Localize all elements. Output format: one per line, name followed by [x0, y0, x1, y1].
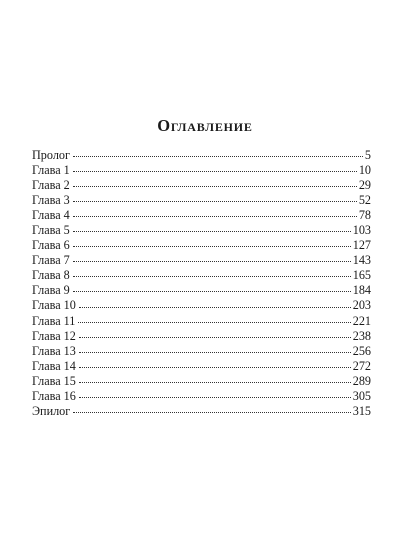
toc-entry-page-number: 143 — [352, 253, 371, 268]
toc-entry-page-number: 238 — [352, 328, 371, 343]
dot-leader — [79, 336, 351, 338]
toc-entry-page-number: 10 — [358, 163, 371, 178]
dot-leader — [73, 170, 357, 172]
toc-entry — [32, 344, 371, 359]
toc-entry-page-number: 127 — [352, 238, 371, 253]
toc-entry — [32, 178, 371, 193]
toc-entry-label: Глава 16 — [32, 388, 76, 403]
toc-entry — [32, 223, 371, 238]
dot-leader — [73, 260, 351, 262]
dot-leader — [79, 396, 351, 398]
toc-entry-label: Глава 1 — [32, 163, 70, 178]
dot-leader — [79, 381, 351, 383]
dot-leader — [73, 155, 363, 157]
toc-entry — [32, 389, 371, 404]
dot-leader — [73, 215, 357, 217]
toc-entry-label: Глава 2 — [32, 178, 70, 193]
toc-entry-label: Глава 4 — [32, 208, 70, 223]
toc-title: Оглавление — [157, 116, 253, 135]
toc-entry — [32, 253, 371, 268]
toc-entry — [32, 148, 371, 163]
toc-entry-label: Глава 7 — [32, 253, 70, 268]
toc-entry — [32, 268, 371, 283]
dot-leader — [73, 185, 357, 187]
dot-leader — [73, 230, 351, 232]
dot-leader — [79, 306, 351, 308]
toc-entry-page-number: 203 — [352, 298, 371, 313]
toc-entry-page-number: 52 — [358, 193, 371, 208]
toc-entry-page-number: 305 — [352, 388, 371, 403]
toc-entry-label: Глава 12 — [32, 328, 76, 343]
toc-entry-page-number: 256 — [352, 343, 371, 358]
toc-entry — [32, 163, 371, 178]
toc-entry-page-number: 315 — [352, 403, 371, 418]
toc-entry — [32, 404, 371, 419]
toc-entry — [32, 238, 371, 253]
toc-entry-label: Глава 15 — [32, 373, 76, 388]
dot-leader — [79, 351, 351, 353]
toc-entry-page-number: 29 — [358, 178, 371, 193]
toc-entry-page-number: 289 — [352, 373, 371, 388]
toc-entry-label: Глава 10 — [32, 298, 76, 313]
toc-entry — [32, 329, 371, 344]
toc-entry — [32, 359, 371, 374]
toc-entry — [32, 193, 371, 208]
toc-entry — [32, 283, 371, 298]
dot-leader — [73, 411, 350, 413]
toc-entry-label: Глава 9 — [32, 283, 70, 298]
toc-entry-page-number: 78 — [358, 208, 371, 223]
toc-entry-page-number: 165 — [352, 268, 371, 283]
toc-entry-label: Пролог — [32, 148, 71, 162]
toc-entry-page-number: 272 — [352, 358, 371, 373]
toc-entry-page-number: 5 — [364, 148, 371, 162]
toc-entry-label: Глава 14 — [32, 358, 76, 373]
dot-leader — [73, 245, 351, 247]
toc-entry — [32, 314, 371, 329]
dot-leader — [78, 321, 350, 323]
dot-leader — [73, 200, 357, 202]
toc-entry-label: Глава 5 — [32, 223, 70, 238]
toc-entry — [32, 374, 371, 389]
toc-entry-label: Эпилог — [32, 403, 71, 418]
toc-entry-page-number: 184 — [352, 283, 371, 298]
toc-entry-label: Глава 3 — [32, 193, 70, 208]
dot-leader — [73, 275, 351, 277]
toc-entry-page-number: 221 — [352, 313, 371, 328]
toc-entry-label: Глава 8 — [32, 268, 70, 283]
dot-leader — [73, 290, 351, 292]
toc-entry-label: Глава 6 — [32, 238, 70, 253]
dot-leader — [79, 366, 351, 368]
toc-entry-page-number: 103 — [352, 223, 371, 238]
toc-entry-label: Глава 11 — [32, 313, 76, 328]
toc-entry-label: Глава 13 — [32, 343, 76, 358]
toc-entry — [32, 208, 371, 223]
toc-list — [32, 148, 371, 419]
toc-entry — [32, 298, 371, 313]
